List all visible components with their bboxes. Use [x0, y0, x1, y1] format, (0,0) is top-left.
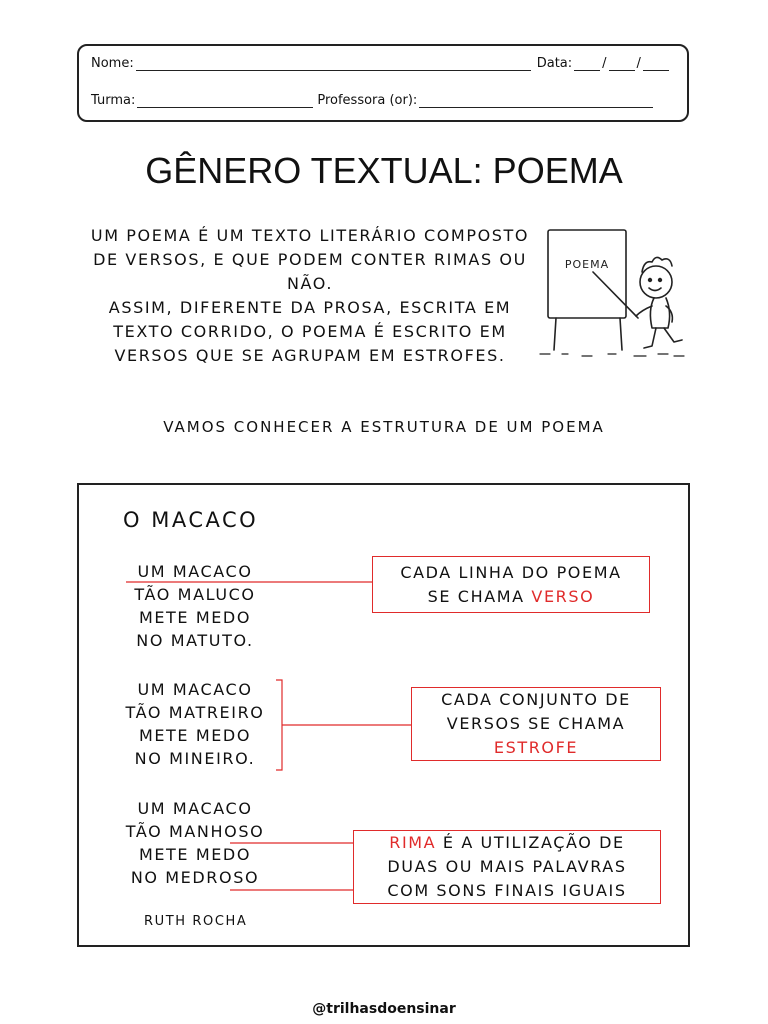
poem-verse: NO MINEIRO. — [134, 749, 256, 768]
poem-stanza-3 — [100, 797, 290, 889]
poem-stanza-2 — [100, 678, 290, 770]
poem-verse: METE MEDO — [138, 726, 252, 745]
poem-verse: TÃO MATREIRO — [125, 703, 265, 722]
board-text: POEMA — [564, 258, 610, 271]
poem-verse: UM MACACO — [137, 562, 253, 581]
intro-paragraph-1: UM POEMA É UM TEXTO LITERÁRIO COMPOSTO DE VERSOS, E QUE PODEM CONTER RIMAS OU NÃO. — [90, 226, 530, 293]
stanza-note-line: CADA CONJUNTO DE — [441, 690, 631, 709]
intro-paragraph-2: ASSIM, DIFERENTE DA PROSA, ESCRITA EM TEXTO CORRIDO, O POEMA É ESCRITO EM VERSOS QUE SE AGRUPAM EM ESTROFES. — [108, 298, 512, 365]
poem-stanza-1 — [100, 560, 290, 652]
boy-body — [650, 298, 669, 328]
boy-smile — [649, 288, 661, 291]
class-label: Turma: — [91, 93, 136, 108]
rhyme-note-box — [353, 830, 661, 904]
board-leg — [554, 318, 556, 350]
poem-verse: UM MACACO — [137, 799, 253, 818]
rhyme-term: RIMA — [389, 833, 437, 852]
date-day-blank — [574, 58, 600, 71]
page-title: GÊNERO TEXTUAL: POEMA — [145, 150, 623, 191]
stanza-note-box — [411, 687, 661, 761]
boy-pointing-at-board-icon — [538, 220, 688, 370]
date-month-blank — [609, 58, 635, 71]
pointer-stick — [593, 272, 638, 318]
boy-leg — [644, 328, 656, 348]
poem-author: RUTH ROCHA — [144, 914, 248, 929]
rhyme-note-line: DUAS OU MAIS PALAVRAS — [387, 857, 627, 876]
poem-verse: TÃO MANHOSO — [125, 822, 265, 841]
verse-note-prefix: SE CHAMA — [427, 586, 532, 606]
board-frame — [548, 230, 626, 318]
boy-arm — [636, 306, 652, 316]
teacher-label: Professora (or): — [317, 93, 418, 108]
intro-text — [80, 224, 540, 368]
class-row — [91, 93, 655, 108]
poem-verse: NO MEDROSO — [130, 868, 260, 887]
boy-head — [640, 266, 672, 298]
verse-note-box — [372, 556, 650, 613]
stanza-note-line: VERSOS SE CHAMA — [446, 714, 626, 733]
poem-verse: TÃO MALUCO — [134, 585, 256, 604]
board-leg — [620, 318, 622, 350]
name-blank — [136, 58, 531, 71]
rhyme-note-line: COM SONS FINAIS IGUAIS — [387, 881, 627, 900]
rhyme-note-line — [354, 831, 660, 855]
date-separator: / — [602, 56, 607, 71]
rhyme-note-suffix: É A UTILIZAÇÃO DE — [436, 833, 625, 852]
boy-eye — [659, 279, 662, 282]
poem-title: O MACACO — [123, 508, 259, 532]
name-label: Nome: — [91, 56, 134, 71]
verse-note-line — [373, 585, 649, 609]
stanza-term: ESTROFE — [493, 738, 579, 757]
verse-note-line: CADA LINHA DO POEMA — [400, 562, 622, 582]
poem-verse: UM MACACO — [137, 680, 253, 699]
ground-lines — [540, 354, 684, 356]
boy-eye — [649, 279, 652, 282]
date-separator: / — [636, 56, 641, 71]
poem-verse: METE MEDO — [138, 608, 252, 627]
boy-leg — [664, 328, 682, 342]
section-subheading: VAMOS CONHECER A ESTRUTURA DE UM POEMA — [163, 418, 605, 436]
name-row — [91, 56, 671, 71]
footer-handle: @trilhasdoensinar — [312, 1001, 456, 1017]
poem-verse: METE MEDO — [138, 845, 252, 864]
student-info-box — [77, 44, 689, 122]
poem-verse: NO MATUTO. — [136, 631, 254, 650]
date-label: Data: — [536, 56, 573, 71]
class-blank — [137, 95, 313, 108]
teacher-blank — [419, 95, 653, 108]
verse-term: VERSO — [531, 586, 595, 606]
date-year-blank — [643, 58, 669, 71]
